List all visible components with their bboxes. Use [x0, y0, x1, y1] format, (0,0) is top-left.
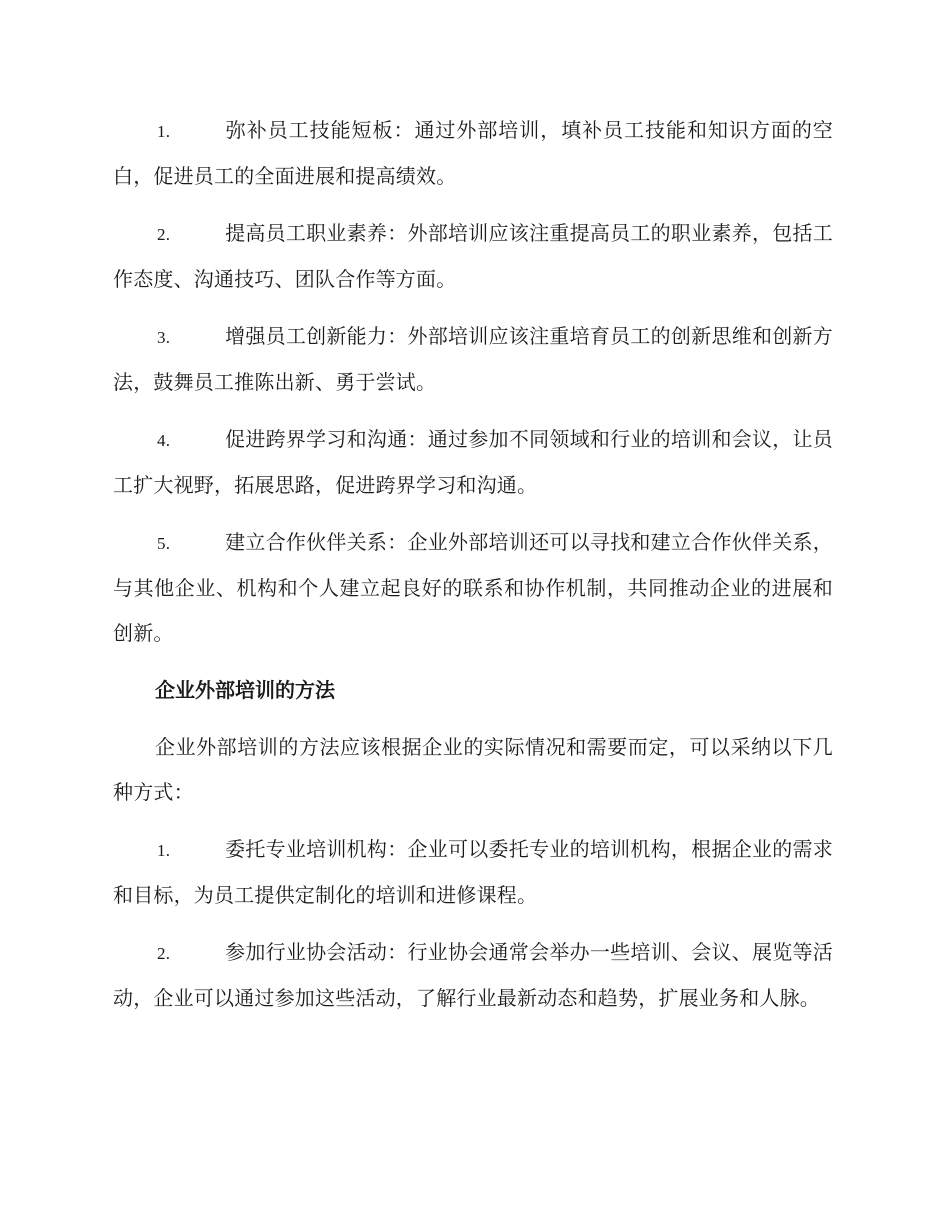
list-item — [113, 108, 833, 199]
list-number: 1. — [157, 841, 171, 860]
list-text: 委托专业培训机构：企业可以委托专业的培训机构，根据企业的需求和目标，为员工提供定制化的培训和进修课程。 — [113, 837, 833, 907]
document-body — [113, 108, 833, 1033]
list-number: 1. — [157, 122, 171, 141]
list-item — [113, 314, 833, 405]
list-item — [113, 211, 833, 302]
list-number: 4. — [157, 431, 171, 450]
list-number: 5. — [157, 534, 171, 553]
list-text: 促进跨界学习和沟通：通过参加不同领域和行业的培训和会议，让员工扩大视野，拓展思路，促进跨界学习和沟通。 — [113, 427, 833, 497]
list-number: 2. — [157, 225, 171, 244]
list-item — [113, 417, 833, 508]
list-number: 3. — [157, 328, 171, 347]
list-item — [113, 827, 833, 918]
list-text: 增强员工创新能力：外部培训应该注重培育员工的创新思维和创新方法，鼓舞员工推陈出新、勇于尝试。 — [113, 324, 833, 394]
list-text: 建立合作伙伴关系：企业外部培训还可以寻找和建立合作伙伴关系，与其他企业、机构和个人建立起良好的联系和协作机制，共同推动企业的进展和创新。 — [113, 530, 833, 645]
section-heading: 企业外部培训的方法 — [155, 678, 335, 702]
list-number: 2. — [157, 944, 171, 963]
intro-paragraph: 企业外部培训的方法应该根据企业的实际情况和需要而定，可以采纳以下几种方式： — [113, 735, 833, 804]
list-item — [113, 930, 833, 1021]
list-item — [113, 520, 833, 656]
list-text: 提高员工职业素养：外部培训应该注重提高员工的职业素养，包括工作态度、沟通技巧、团队合作等方面。 — [113, 221, 833, 291]
list-text: 参加行业协会活动：行业协会通常会举办一些培训、会议、展览等活动，企业可以通过参加这些活动，了解行业最新动态和趋势，扩展业务和人脉。 — [113, 940, 833, 1010]
list-text: 弥补员工技能短板：通过外部培训，填补员工技能和知识方面的空白，促进员工的全面进展和提高绩效。 — [113, 118, 833, 188]
